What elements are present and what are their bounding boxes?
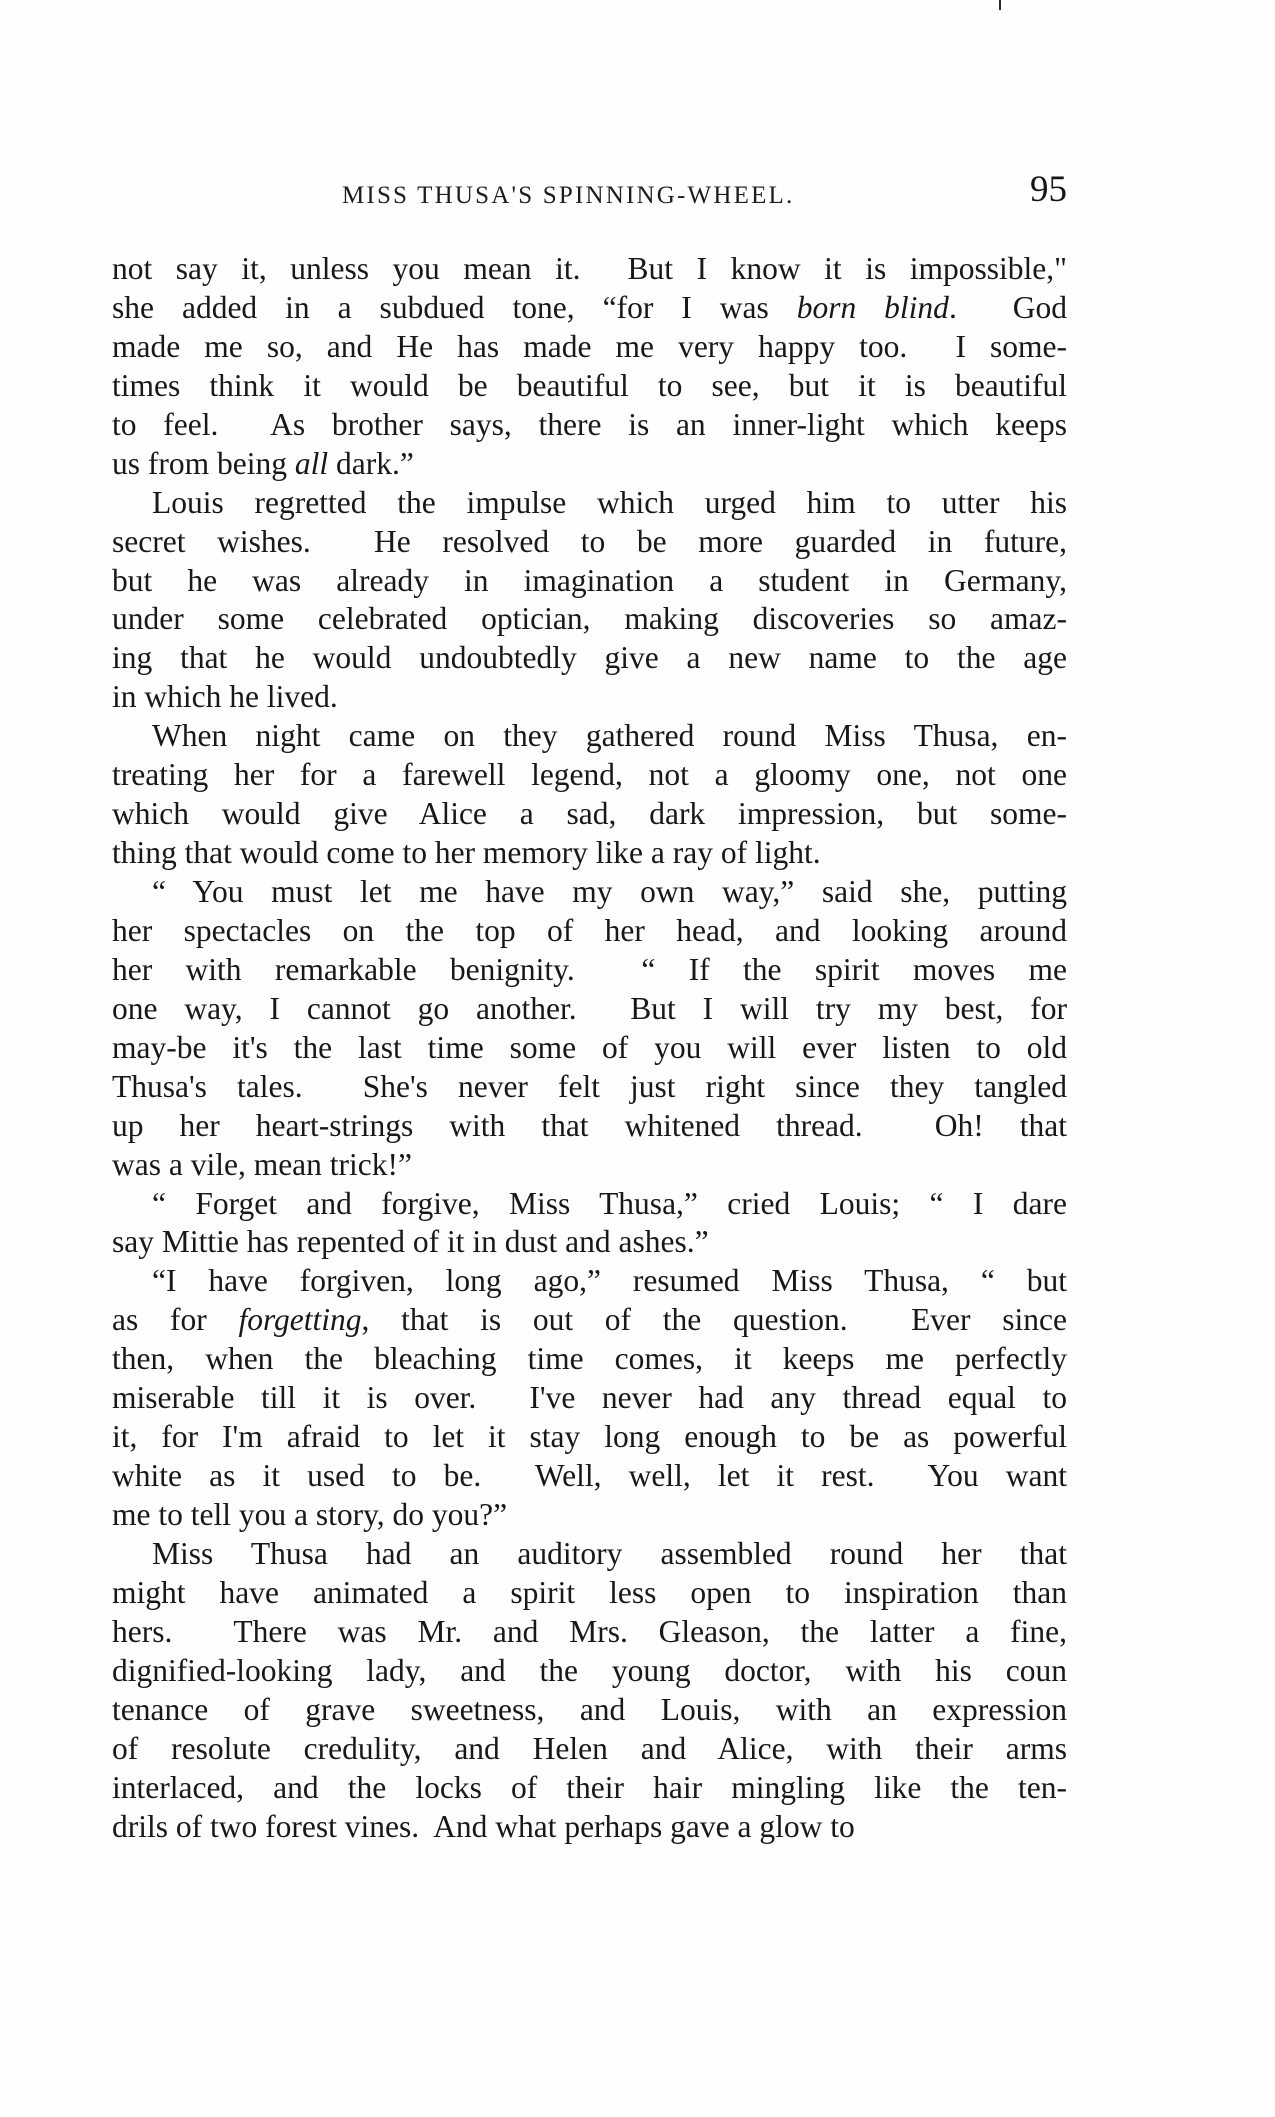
text-line — [112, 834, 1067, 873]
text-segment: Thusa's tales. She's never felt just right since they tangled — [112, 1068, 1067, 1104]
text-segment: but he was already in imagination a student in Germany, — [112, 562, 1067, 598]
text-segment: might have animated a spirit less open to inspiration than — [112, 1574, 1067, 1610]
text-segment: dark.” — [328, 445, 414, 481]
text-line — [112, 1457, 1067, 1496]
text-segment: it, for I'm afraid to let it stay long enough to be as powerful — [112, 1419, 1067, 1455]
text-segment: interlaced, and the locks of their hair mingling like the ten- — [112, 1769, 1067, 1805]
text-segment: she added in a subdued tone, “for I was — [112, 289, 797, 325]
text-segment: “I have forgiven, long ago,” resumed Miss Thusa, “ but — [152, 1263, 1067, 1299]
text-line — [112, 250, 1067, 289]
text-line — [112, 951, 1067, 990]
text-line — [112, 1107, 1067, 1146]
text-line — [112, 600, 1067, 639]
text-line — [112, 717, 1067, 756]
text-line — [112, 1769, 1067, 1808]
text-segment: then, when the bleaching time comes, it keeps me perfectly — [112, 1341, 1067, 1377]
text-segment: to feel. As brother says, there is an inner-light which keeps — [112, 406, 1067, 442]
text-segment: miserable till it is over. I've never had any thread equal to — [112, 1380, 1067, 1416]
text-segment: say Mittie has repented of it in dust and ashes.” — [112, 1224, 709, 1260]
text-line — [112, 484, 1067, 523]
text-segment: treating her for a farewell legend, not a gloomy one, not one — [112, 757, 1067, 793]
text-segment: Louis regretted the impulse which urged him to utter his — [152, 484, 1067, 520]
text-line — [112, 523, 1067, 562]
text-line — [112, 912, 1067, 951]
text-segment: drils of two forest vines. And what perhaps gave a glow to — [112, 1808, 855, 1844]
text-segment: us from being — [112, 445, 295, 481]
text-line — [112, 1340, 1067, 1379]
text-segment: times think it would be beautiful to see, but it is beautiful — [112, 367, 1067, 403]
text-segment: When night came on they gathered round Miss Thusa, en- — [152, 718, 1067, 754]
scan-corner-mark — [999, 0, 1001, 10]
text-line — [112, 1146, 1067, 1185]
text-segment: born blind — [796, 289, 949, 325]
text-segment: in which he lived. — [112, 679, 338, 715]
text-line — [112, 1808, 1067, 1847]
text-line — [112, 1379, 1067, 1418]
text-segment: dignified-looking lady, and the young doctor, with his coun — [112, 1652, 1067, 1688]
text-segment: all — [294, 445, 329, 481]
text-segment: was a vile, mean trick!” — [112, 1146, 412, 1182]
text-line — [112, 328, 1067, 367]
text-line — [112, 678, 1067, 717]
text-segment: one way, I cannot go another. But I will try my best, for — [112, 990, 1067, 1026]
text-line — [112, 406, 1067, 445]
page-number: 95 — [1030, 169, 1067, 210]
text-line — [112, 289, 1067, 328]
text-segment: thing that would come to her memory like a ray of light. — [112, 835, 821, 871]
running-title: MISS THUSA'S SPINNING-WHEEL. — [342, 182, 795, 209]
text-line — [112, 1029, 1067, 1068]
text-segment: under some celebrated optician, making discoveries so amaz- — [112, 601, 1067, 637]
text-segment: may-be it's the last time some of you will ever listen to old — [112, 1029, 1067, 1065]
text-line — [112, 1496, 1067, 1535]
text-line — [112, 1418, 1067, 1457]
text-segment: hers. There was Mr. and Mrs. Gleason, the latter a fine, — [112, 1613, 1067, 1649]
text-segment: up her heart-strings with that whitened thread. Oh! that — [112, 1107, 1067, 1143]
text-segment: Miss Thusa had an auditory assembled round her that — [152, 1535, 1067, 1571]
text-line — [112, 1613, 1067, 1652]
text-line — [112, 1535, 1067, 1574]
text-segment: “ Forget and forgive, Miss Thusa,” cried Louis; “ I dare — [152, 1185, 1067, 1221]
text-line — [112, 1574, 1067, 1613]
text-segment: “ You must let me have my own way,” said she, putting — [152, 874, 1067, 909]
text-segment: . God — [948, 289, 1067, 325]
text-line — [112, 1652, 1067, 1691]
text-segment: which would give Alice a sad, dark impression, but some- — [112, 796, 1067, 832]
text-segment: of resolute credulity, and Helen and Alice, with their arms — [112, 1730, 1067, 1766]
text-segment: secret wishes. He resolved to be more guarded in future, — [112, 523, 1067, 559]
text-line — [112, 1223, 1067, 1262]
text-line — [112, 1301, 1067, 1340]
text-segment: made me so, and He has made me very happy too. I some- — [112, 328, 1067, 364]
text-segment: her with remarkable benignity. “ If the spirit moves me — [112, 951, 1067, 987]
text-line — [112, 1068, 1067, 1107]
text-segment: as for — [112, 1302, 239, 1338]
text-line — [112, 367, 1067, 406]
text-line — [112, 873, 1067, 912]
text-segment: white as it used to be. Well, well, let it rest. You want — [112, 1458, 1067, 1494]
text-line — [112, 1185, 1067, 1224]
text-segment: me to tell you a story, do you?” — [112, 1497, 508, 1532]
text-segment: not say it, unless you mean it. But I know it is impossible," — [112, 251, 1067, 286]
body-text — [112, 250, 1067, 1846]
text-line — [112, 1730, 1067, 1769]
page-header — [112, 168, 1067, 220]
text-segment: , that is out of the question. Ever since — [361, 1302, 1067, 1338]
text-line — [112, 795, 1067, 834]
text-segment: forgetting — [238, 1302, 362, 1338]
text-line — [112, 756, 1067, 795]
text-segment: her spectacles on the top of her head, and looking around — [112, 912, 1067, 948]
text-line — [112, 562, 1067, 601]
text-line — [112, 445, 1067, 484]
text-segment: ing that he would undoubtedly give a new name to the age — [112, 640, 1067, 676]
text-line — [112, 1691, 1067, 1730]
text-line — [112, 990, 1067, 1029]
text-line — [112, 639, 1067, 678]
text-segment: tenance of grave sweetness, and Louis, with an expression — [112, 1691, 1067, 1727]
text-line — [112, 1262, 1067, 1301]
